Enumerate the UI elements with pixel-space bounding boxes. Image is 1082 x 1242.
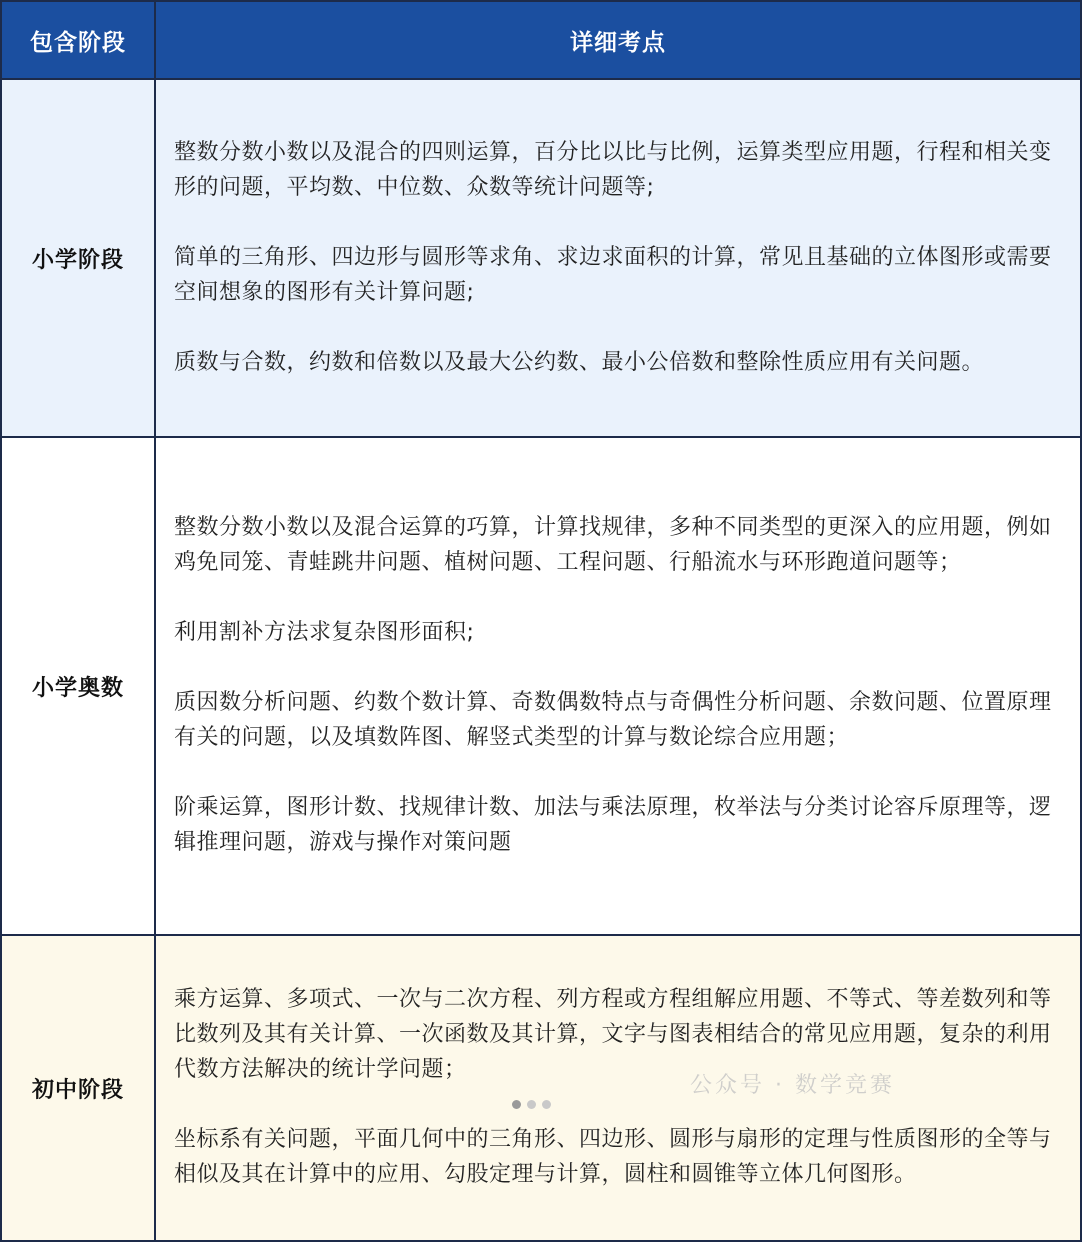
detail-cell [155, 437, 1081, 935]
watermark-text: 公众号 · 数学竞赛 [690, 1073, 895, 1098]
detail-point: 整数分数小数以及混合运算的巧算，计算找规律，多种不同类型的更深入的应用题，例如鸡免同笼、青蛙跳井问题、植树问题、工程问题、行船流水与环形跑道问题等； [174, 515, 1052, 575]
pagination-dot-icon[interactable] [527, 1100, 536, 1109]
detail-point: 质因数分析问题、约数个数计算、奇数偶数特点与奇偶性分析问题、余数问题、位置原理有关的问题，以及填数阵图、解竖式类型的计算与数论综合应用题； [174, 690, 1052, 750]
table-row-junior [1, 935, 1081, 1241]
stage-label: 初中阶段 [1, 935, 155, 1241]
detail-point: 整数分数小数以及混合的四则运算，百分比以比与比例，运算类型应用题，行程和相关变形的问题，平均数、中位数、众数等统计问题等; [174, 139, 1052, 200]
table-header-row [1, 1, 1081, 79]
detail-point: 简单的三角形、四边形与圆形等求角、求边求面积的计算，常见且基础的立体图形或需要空间想象的图形有关计算问题; [174, 244, 1052, 305]
detail-point: 阶乘运算，图形计数、找规律计数、加法与乘法原理，枚举法与分类讨论容斥原理等，逻辑推理问题，游戏与操作对策问题 [174, 795, 1052, 855]
detail-cell [155, 935, 1081, 1241]
header-details: 详细考点 [155, 1, 1081, 79]
pagination-dots[interactable] [512, 1100, 551, 1109]
detail-point: 质数与合数，约数和倍数以及最大公约数、最小公倍数和整除性质应用有关问题。 [174, 349, 985, 375]
pagination-dot-icon[interactable] [512, 1100, 521, 1109]
detail-point: 利用割补方法求复杂图形面积; [174, 620, 475, 645]
detail-point: 乘方运算、多项式、一次与二次方程、列方程或方程组解应用题、不等式、等差数列和等比数列及其有关计算、一次函数及其计算，文字与图表相结合的常见应用题，复杂的利用代数方法解决的统计学问题； [174, 987, 1052, 1082]
stage-label: 小学奥数 [1, 437, 155, 935]
table-row-primary [1, 79, 1081, 437]
detail-point: 坐标系有关问题，平面几何中的三角形、四边形、圆形与扇形的定理与性质图形的全等与相似及其在计算中的应用、勾股定理与计算，圆柱和圆锥等立体几何图形。 [174, 1127, 1052, 1187]
pagination-dot-icon[interactable] [542, 1100, 551, 1109]
header-stage: 包含阶段 [1, 1, 155, 79]
detail-cell [155, 79, 1081, 437]
table-row-olympiad [1, 437, 1081, 935]
stage-label: 小学阶段 [1, 79, 155, 437]
